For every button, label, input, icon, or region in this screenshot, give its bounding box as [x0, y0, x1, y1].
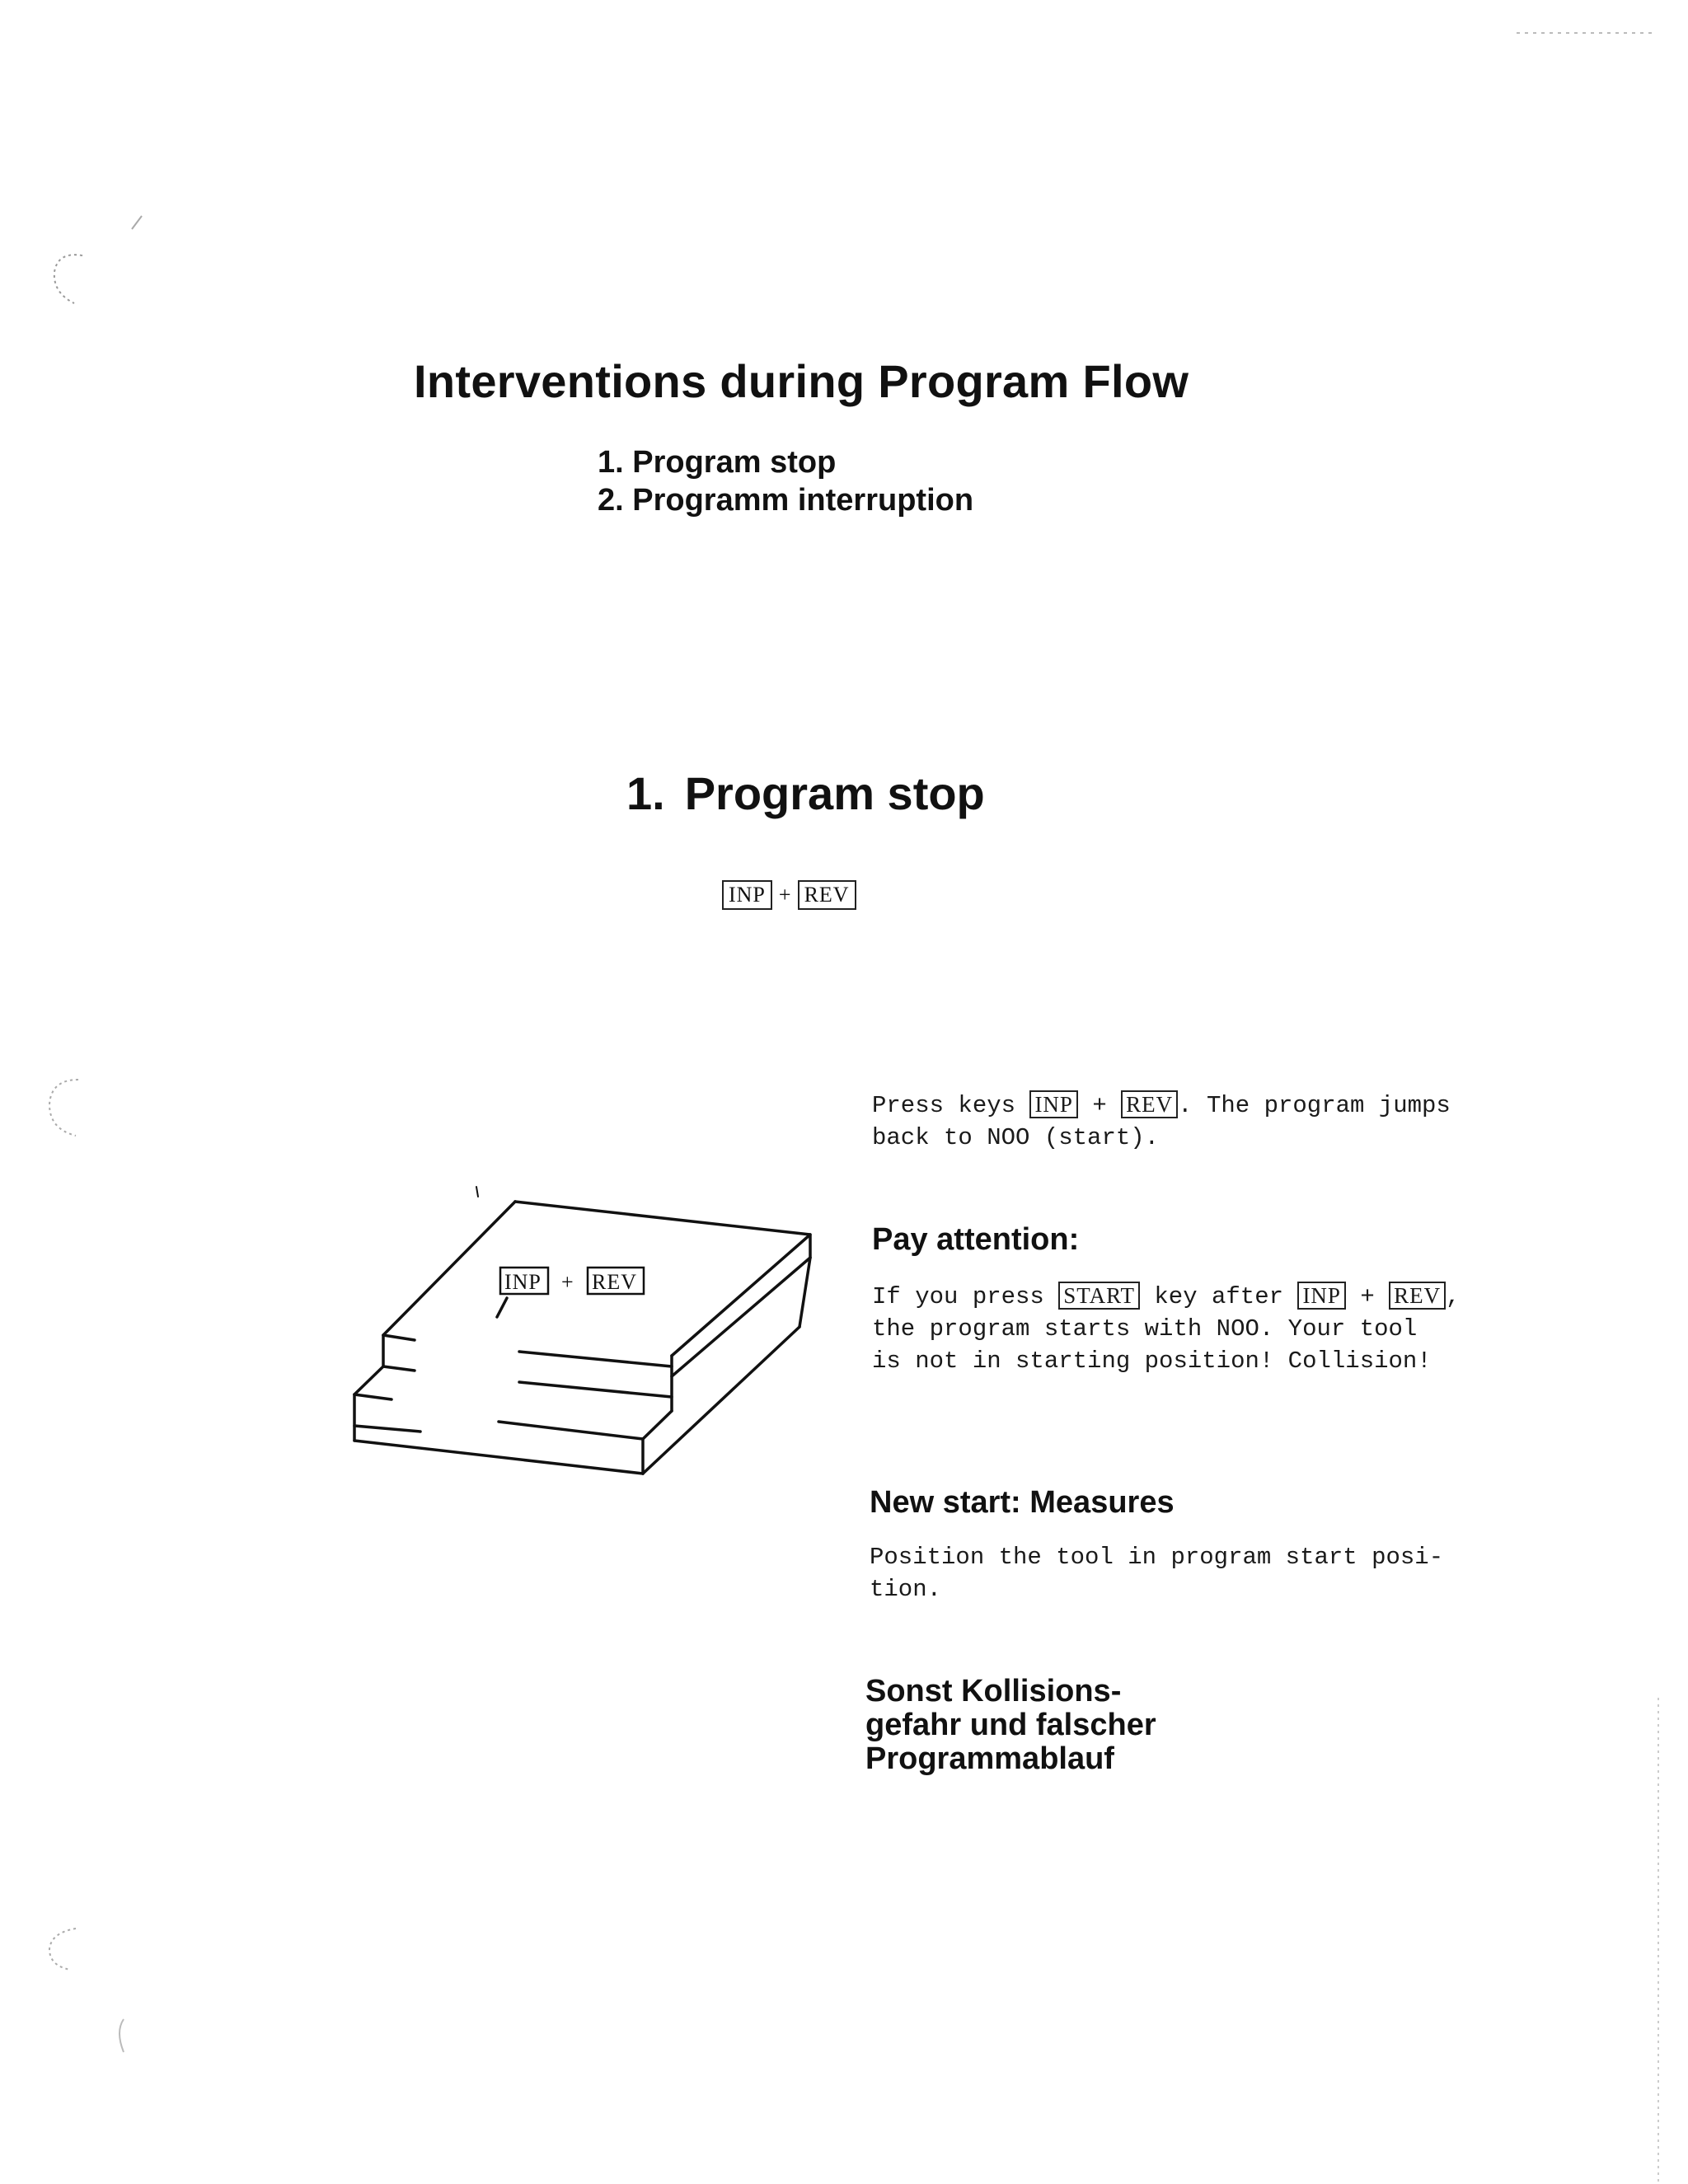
attention-prefix: If you press	[872, 1283, 1044, 1310]
rev-key: REV	[1389, 1282, 1446, 1310]
inp-key: INP	[1029, 1090, 1078, 1118]
plus-sign: +	[1092, 1092, 1107, 1119]
illustration-plus-label: +	[561, 1270, 574, 1294]
attention-line-1	[872, 1281, 1461, 1313]
new-start-line-2: tion.	[870, 1576, 942, 1603]
workpiece-illustration	[342, 1179, 837, 1492]
german-note	[865, 1675, 1156, 1776]
table-of-contents	[598, 443, 973, 519]
toc-item: 2. Programm interruption	[598, 483, 974, 518]
inp-key: INP	[722, 880, 772, 910]
press-line-2: back to NOO (start).	[872, 1124, 1160, 1151]
attention-mid: key after	[1154, 1283, 1284, 1310]
key-combination	[722, 880, 856, 910]
plus-sign: +	[778, 883, 791, 907]
german-note-line: Programmablauf	[865, 1741, 1114, 1776]
press-suffix: . The program jumps	[1178, 1092, 1451, 1119]
section-number: 1.	[626, 767, 665, 819]
attention-line-3: is not in starting position! Collision!	[872, 1347, 1432, 1375]
illustration-inp-label: INP	[504, 1270, 542, 1294]
rev-key: REV	[1121, 1090, 1178, 1118]
german-note-line: Sonst Kollisions-	[865, 1674, 1122, 1708]
new-start-heading: New start: Measures	[870, 1485, 1175, 1520]
rev-key: REV	[798, 880, 856, 910]
section-title: Program stop	[684, 767, 985, 819]
attention-heading: Pay attention:	[872, 1222, 1080, 1257]
attention-line-2: the program starts with NOO. Your tool	[872, 1315, 1418, 1343]
press-keys-paragraph	[872, 1090, 1451, 1154]
attention-suffix: ,	[1446, 1283, 1461, 1310]
inp-key: INP	[1297, 1282, 1346, 1310]
illustration-rev-label: REV	[592, 1270, 637, 1294]
section-heading	[626, 766, 985, 820]
press-line-1	[872, 1090, 1451, 1122]
plus-sign: +	[1360, 1283, 1375, 1310]
german-note-line: gefahr und falscher	[865, 1708, 1156, 1742]
attention-paragraph	[872, 1281, 1461, 1377]
page-title: Interventions during Program Flow	[414, 355, 1189, 407]
press-prefix: Press keys	[872, 1092, 1016, 1119]
toc-item: 1. Program stop	[598, 445, 837, 480]
new-start-line-1: Position the tool in program start posi-	[870, 1544, 1444, 1571]
new-start-paragraph	[870, 1541, 1443, 1605]
start-key: START	[1058, 1282, 1140, 1310]
